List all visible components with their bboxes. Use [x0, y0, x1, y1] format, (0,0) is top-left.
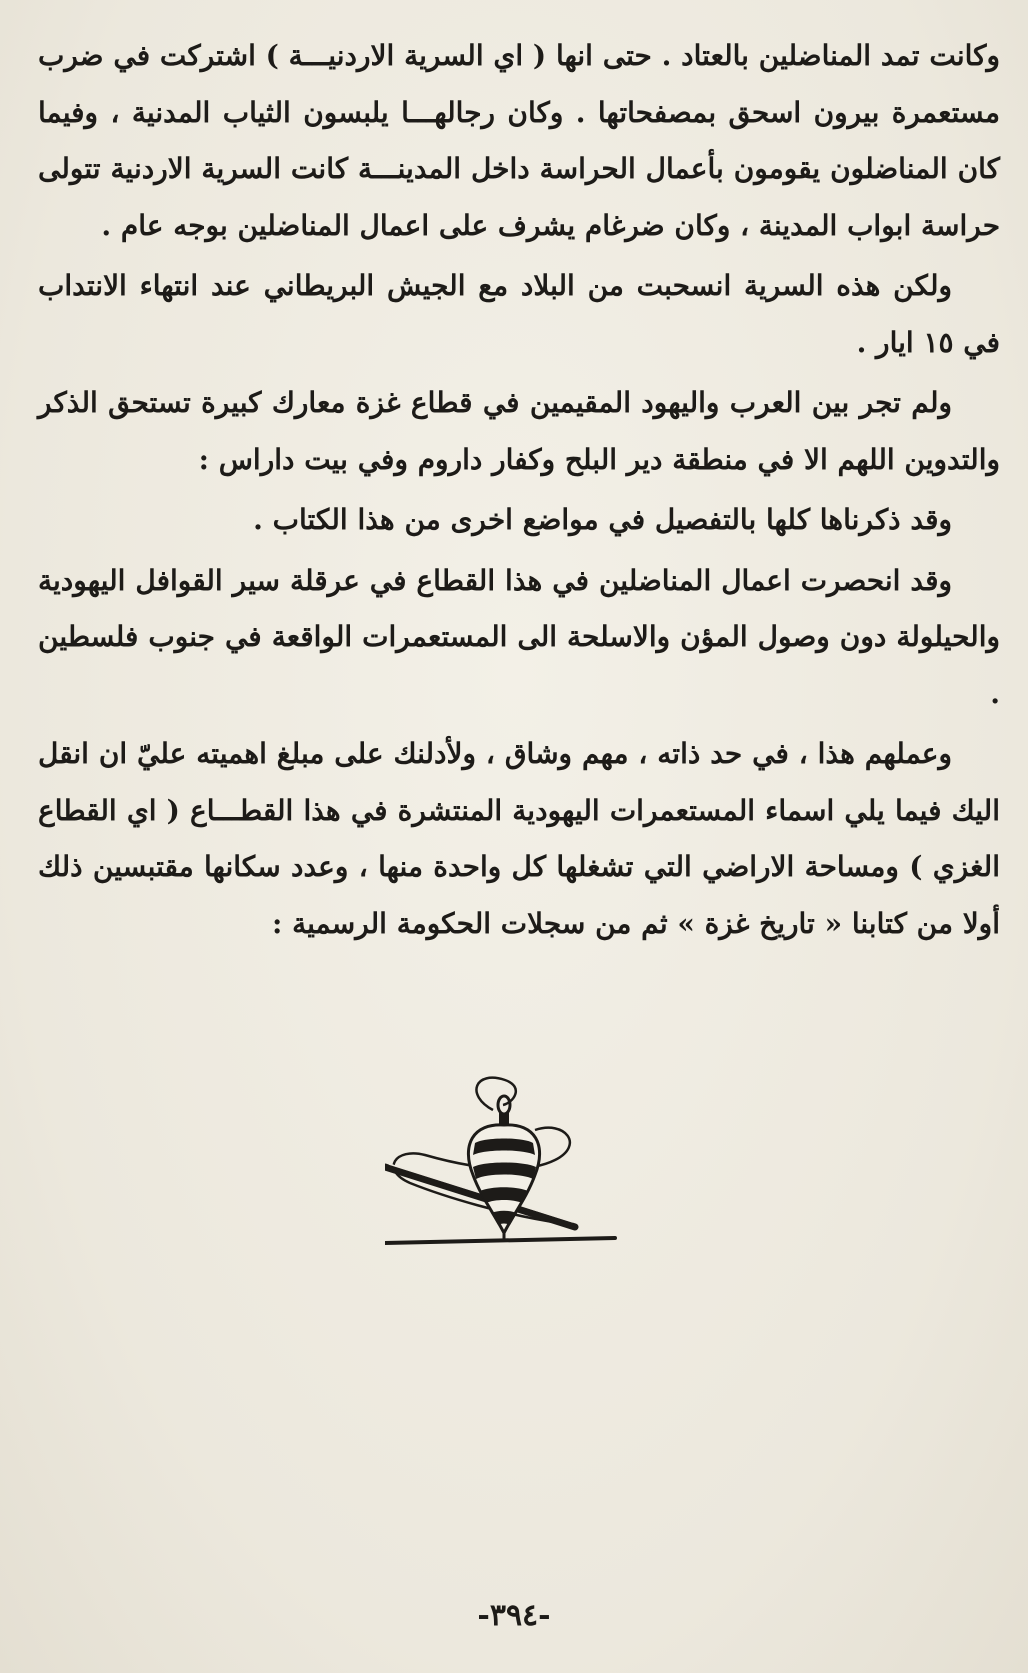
page-number: -٣٩٤- [477, 1598, 551, 1633]
paragraph-settlements-intro: وعملهم هذا ، في حد ذاته ، مهم وشاق ، ولأدلنك على مبلغ اهميته عليّ ان انقل اليك فيما يلي اسماء المستعمرات اليهودية المنتشرة في هذا القطـــاع ( اي القطاع الغزي ) ومساحة الاراضي التي تشغلها كل واحدة منها ، وعدد سكانها مقتبسين ذلك أولا من كتابنا « تاريخ غزة » ثم من سجلات الحكومة الرسمية : [38, 737, 1000, 940]
paragraph-mentioned: وقد ذكرناها كلها بالتفصيل في مواضع اخرى من هذا الكتاب . [253, 503, 952, 536]
body-text [38, 28, 1000, 952]
paragraph-battles: ولم تجر بين العرب واليهود المقيمين في قطاع غزة معارك كبيرة تستحق الذكر والتدوين اللهم الا في منطقة دير البلح وكفار داروم وفي بيت داراس : [38, 386, 1000, 476]
paragraph-withdrawal: ولكن هذه السرية انسحبت من البلاد مع الجيش البريطاني عند انتهاء الانتداب في ١٥ ايار . [38, 269, 1000, 359]
paragraph-fighters-work: وقد انحصرت اعمال المناضلين في هذا القطاع في عرقلة سير القوافل اليهودية والحيلولة دون وصول المؤن والاسلحة الى المستعمرات الواقعة في جنوب فلسطين . [38, 563, 1000, 710]
paragraph-jordanian-company: وكانت تمد المناضلين بالعتاد . حتى انها ( اي السرية الاردنيـــة ) اشتركت في ضرب مستعمرة بيرون اسحق بمصفحاتها . وكان رجالهـــا يلبسون الثياب المدنية ، وفيما كان المناضلون يقومون بأعمال الحراسة داخل المدينـــة كانت السرية الاردنية تتولى حراسة ابواب المدينة ، وكان ضرغام يشرف على اعمال المناضلين بوجه عام . [38, 39, 1000, 242]
spinning-top-ornament-icon [385, 1075, 645, 1255]
